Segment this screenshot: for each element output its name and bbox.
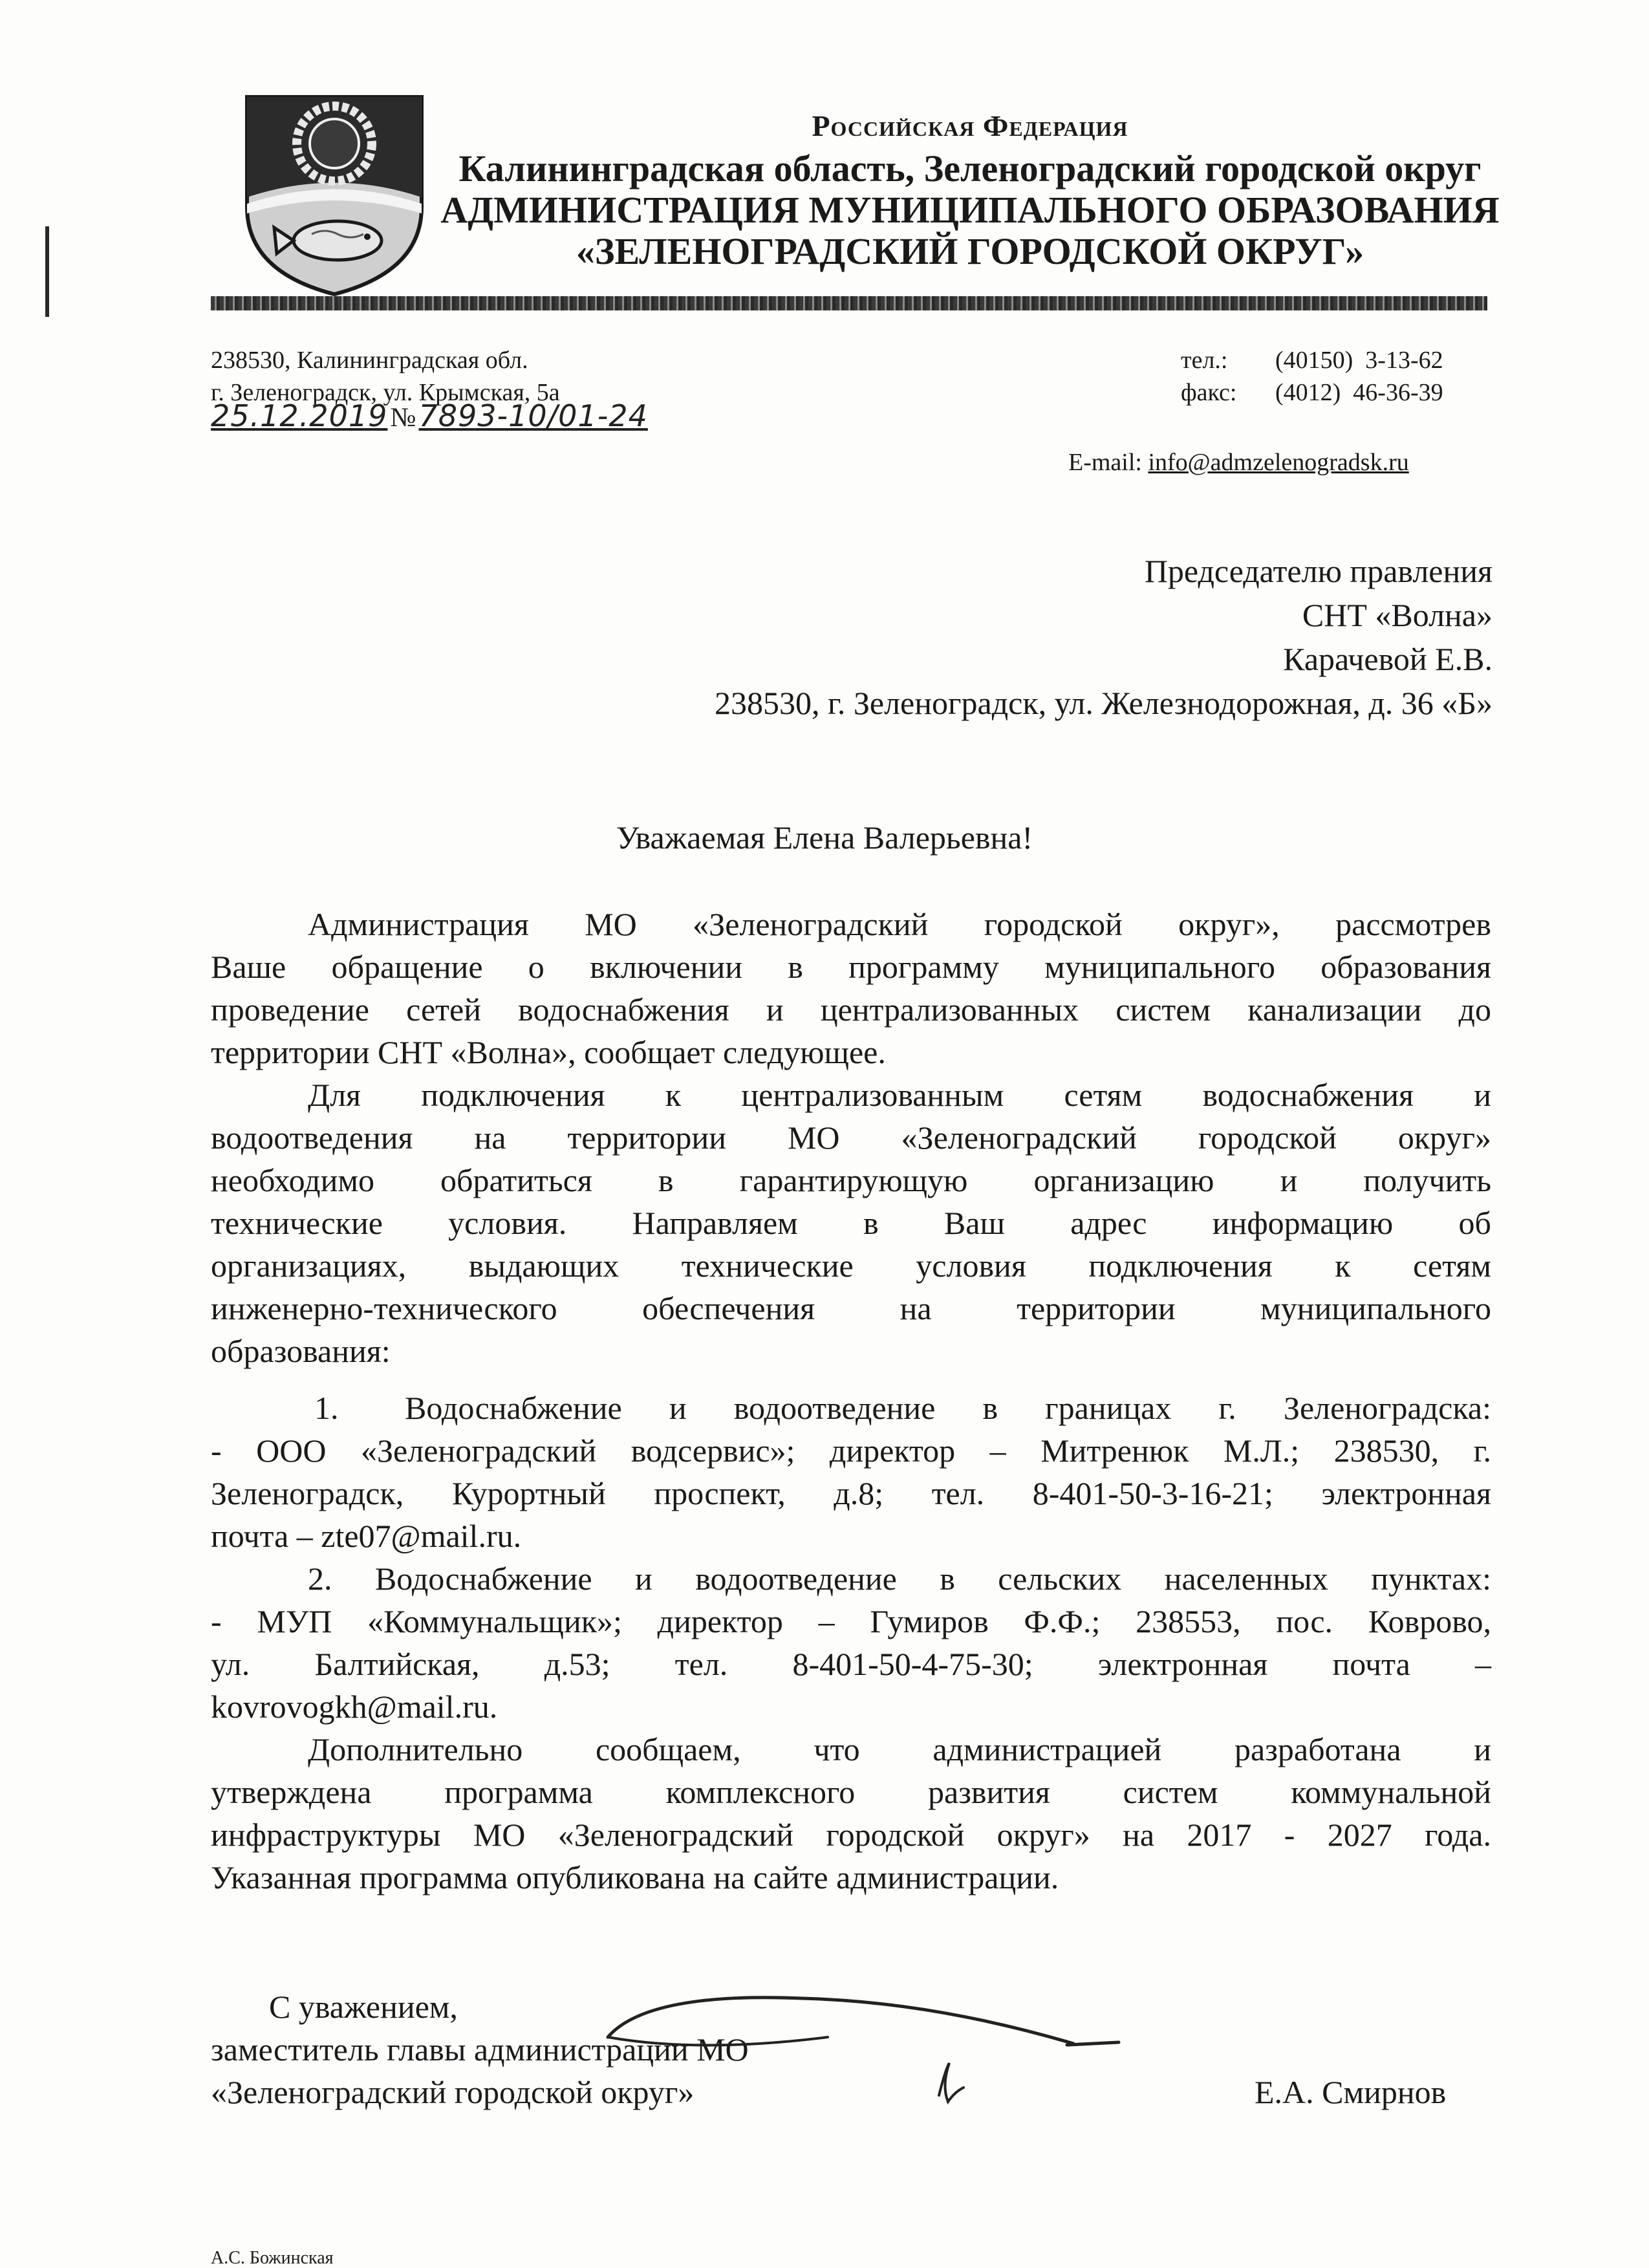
body-p2-line: организациях, выдающих технические условия подключения к сетям: [211, 1247, 1491, 1284]
executor-name: А.С. Божинская: [211, 2248, 334, 2268]
header-divider: [211, 296, 1487, 310]
header-country: Российская Федерация: [812, 109, 1128, 142]
phone-label: тел.:: [1181, 347, 1228, 374]
list-item-1-line: почта – zte07@mail.ru.: [211, 1518, 522, 1554]
registration-date: 25.12.2019: [211, 398, 388, 433]
header-administration: АДМИНИСТРАЦИЯ МУНИЦИПАЛЬНОГО ОБРАЗОВАНИЯ: [440, 189, 1500, 231]
body-p2-line: Для подключения к централизованным сетям водоснабжения и: [308, 1077, 1491, 1113]
signer-name: Е.А. Смирнов: [1255, 2074, 1447, 2110]
list-item-1-line: Зеленоградск, Курортный проспект, д.8; тел. 8-401-50-3-16-21; электронная: [211, 1475, 1491, 1511]
body-p1-line: Ваше обращение о включении в программу муниципального образования: [211, 949, 1491, 985]
signer-position: заместитель главы администрации МО: [211, 2031, 749, 2068]
email-label: E-mail:: [1068, 449, 1148, 476]
fax-label: факс:: [1181, 379, 1237, 406]
phone-value: (40150) 3-13-62: [1275, 347, 1443, 374]
list-item-2-line: kovrovogkh@mail.ru.: [211, 1689, 498, 1725]
list-item-2-line: - МУП «Коммунальщик»; директор – Гумиров Ф.Ф.; 238553, пос. Коврово,: [211, 1603, 1491, 1639]
list-item-1-title: Водоснабжение и водоотведение в границах г. Зеленоградска:: [405, 1390, 1491, 1426]
fax-value: (4012) 46-36-39: [1275, 379, 1443, 406]
list-item-1-line: - ООО «Зеленоградский водсервис»; директор – Митренюк М.Л.; 238530, г.: [211, 1432, 1491, 1469]
list-item-1-number: 1.: [314, 1390, 339, 1426]
email-line: [1068, 450, 1409, 475]
body-p2-line: необходимо обратиться в гарантирующую организацию и получить: [211, 1162, 1491, 1198]
signer-organization: «Зеленоградский городской округ»: [211, 2074, 695, 2110]
scan-margin-mark: [45, 226, 49, 317]
recipient-organization: СНТ «Волна»: [1302, 597, 1493, 633]
closing-phrase: С уважением,: [269, 1989, 458, 2025]
body-p3-line: Указанная программа опубликована на сайте администрации.: [211, 1859, 1059, 1895]
list-item-2-title: 2. Водоснабжение и водоотведение в сельских населенных пунктах:: [308, 1561, 1491, 1597]
registration-stamp: [211, 398, 648, 433]
recipient-name: Карачевой Е.В.: [1283, 641, 1493, 677]
handwritten-signature-icon: [569, 1966, 1138, 2134]
header-region: Калининградская область, Зеленоградский городской округ: [458, 147, 1482, 189]
body-p2-line: образования:: [211, 1333, 391, 1369]
body-p1-line: территории СНТ «Волна», сообщает следующее.: [211, 1034, 886, 1070]
body-p3-line: утверждена программа комплексного развития систем коммунальной: [211, 1774, 1491, 1810]
body-p2-line: водоотведения на территории МО «Зеленоградский городской округ»: [211, 1119, 1491, 1156]
body-p2-line: инженерно-технического обеспечения на территории муниципального: [211, 1290, 1491, 1326]
registration-number-sign: №: [390, 403, 416, 433]
body-p3-line: инфраструктуры МО «Зеленоградский городской округ» на 2017 - 2027 года.: [211, 1817, 1491, 1853]
body-p1-line: Администрация МО «Зеленоградский городской округ», рассмотрев: [308, 906, 1491, 942]
registration-number: 7893-10/01-24: [418, 398, 648, 433]
address-line-1: 238530, Калининградская обл.: [211, 347, 528, 374]
address-line-2: г. Зеленоградск, ул. Крымская, 5а: [211, 379, 560, 406]
header-municipality-name: «ЗЕЛЕНОГРАДСКИЙ ГОРОДСКОЙ ОКРУГ»: [576, 230, 1364, 272]
greeting: Уважаемая Елена Валерьевна!: [616, 819, 1033, 856]
body-p3-line: Дополнительно сообщаем, что администрацией разработана и: [308, 1731, 1491, 1767]
email-link[interactable]: info@admzelenogradsk.ru: [1148, 449, 1409, 476]
coat-of-arms-icon: [241, 91, 428, 297]
list-item-2-line: ул. Балтийская, д.53; тел. 8-401-50-4-75-30; электронная почта –: [211, 1646, 1491, 1682]
recipient-position: Председателю правления: [1144, 553, 1493, 589]
body-p2-line: технические условия. Направляем в Ваш адрес информацию об: [211, 1205, 1491, 1241]
body-p1-line: проведение сетей водоснабжения и централизованных систем канализации до: [211, 991, 1491, 1028]
recipient-address: 238530, г. Зеленоградск, ул. Железнодорожная, д. 36 «Б»: [714, 685, 1493, 721]
